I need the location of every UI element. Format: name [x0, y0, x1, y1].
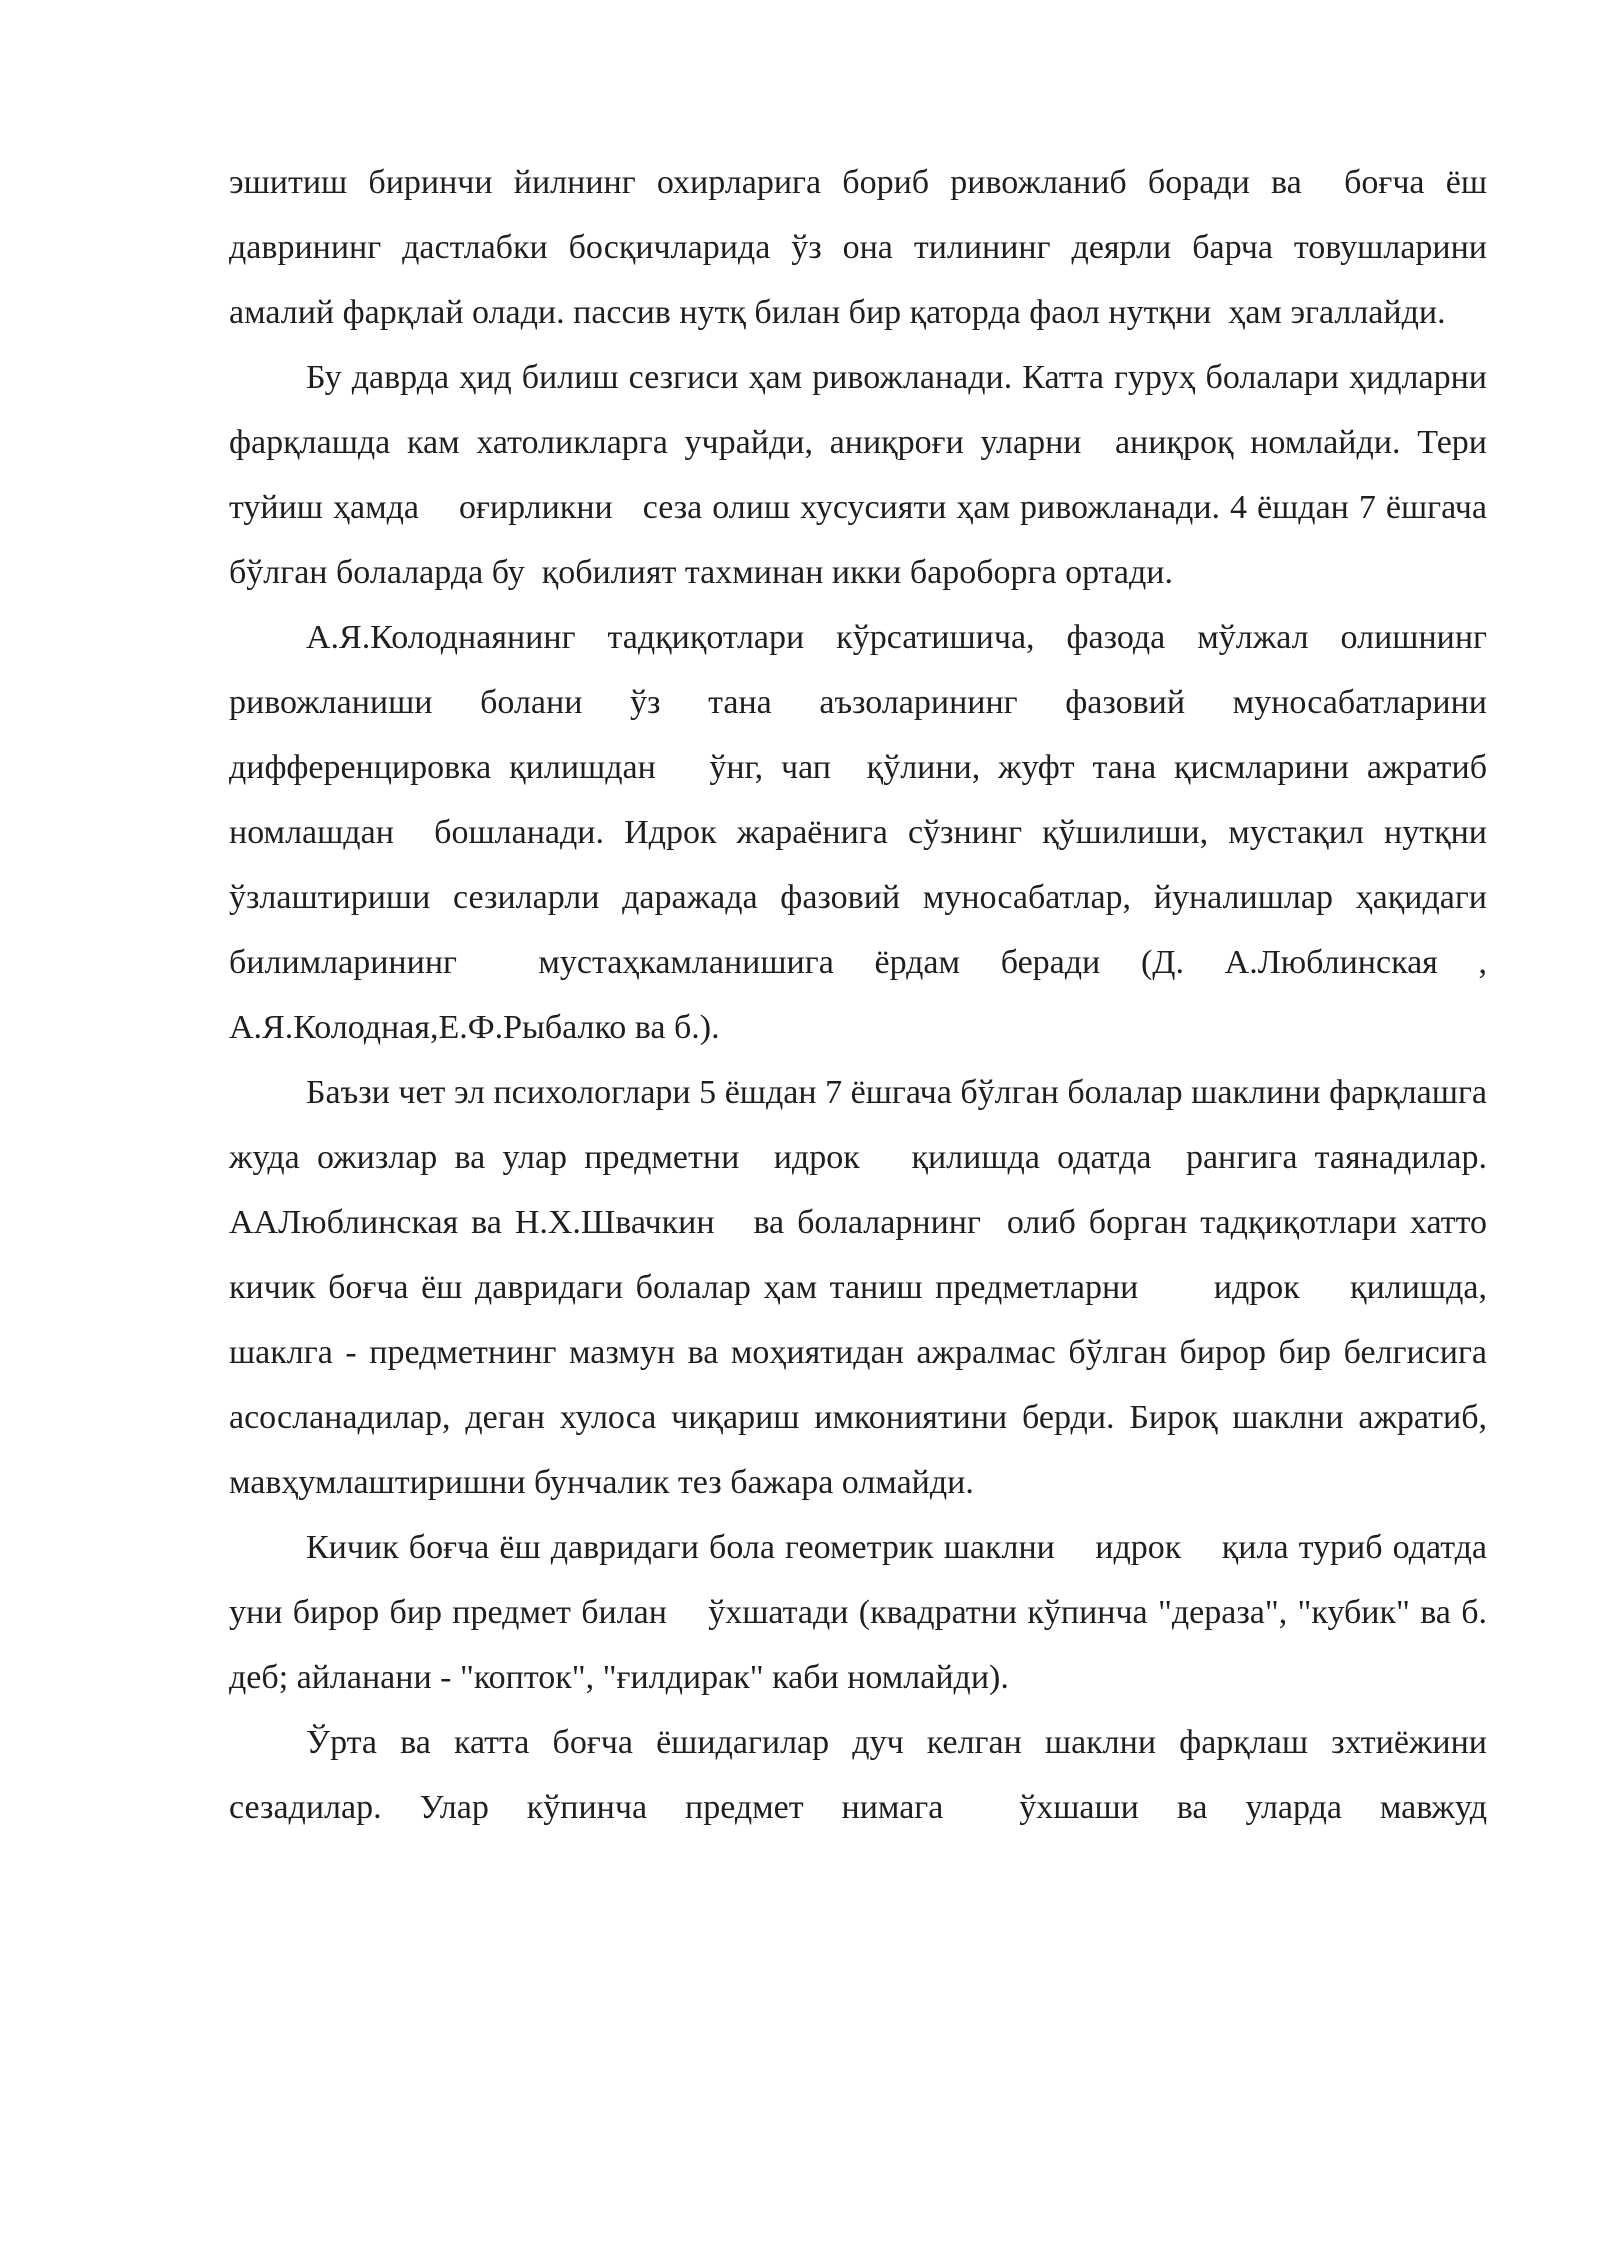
paragraph-continuation: эшитиш биринчи йилнинг охирларига бориб ривожланиб боради ва боғча ёш даврининг дастлабки босқичларида ўз она тилининг деярли барча товушларини амалий фарқлай олади. пассив нутқ билан бир қаторда фаол нутқни ҳам эгаллайди. [229, 164, 1496, 331]
paragraph-spatial-orientation: А.Я.Колоднаянинг тадқиқотлари кўрсатишича, фазода мўлжал олишнинг ривожланиши болани ўз тана аъзоларининг фазовий муносабатларини дифференцировка қилишдан ўнг, чап қўлини, жуфт тана қисмларини ажратиб номлашдан бошланади. Идрок жараёнига сўзнинг қўшилиши, мустақил нутқни ўзлаштириши сезиларли даражада фазовий муносабатлар, йуналишлар ҳақидаги билимларининг мустаҳкамланишига ёрдам беради (Д. А.Люблинская , А.Я.Колодная,Е.Ф.Рыбалко ва б.). [229, 619, 1513, 1046]
paragraph-older-children: Ўрта ва катта боғча ёшидагилар дуч келган шаклни фарқлаш зхтиёжини сезадилар. Улар кўпинча предмет нимага ўхшаши ва уларда мавжуд [229, 1724, 1496, 1826]
paragraph-shape-perception: Баъзи чет эл психологлари 5 ёшдан 7 ёшгача бўлган болалар шаклини фарқлашга жуда ожизлар ва улар предметни идрок қилишда одатда рангига таянадилар. ААЛюблинская ва Н.Х.Швачкин ва болаларнинг олиб борган тадқиқотлари хатто кичик боғча ёш давридаги болалар ҳам таниш предметларни идрок қилишда, шаклга - предметнинг мазмун ва моҳиятидан ажралмас бўлган бирор бир белгисига асосланадилар, деган хулоса чиқариш имкониятини берди. Бироқ шаклни ажратиб, мавҳумлаштиришни бунчалик тез бажара олмайди. [229, 1074, 1496, 1501]
paragraph-geometric-shapes: Кичик боғча ёш давридаги бола геометрик шаклни идрок қила туриб одатда уни бирор бир предмет билан ўхшатади (квадратни кўпинча "дераза", "кубик" ва б. деб; айланани - "копток", "ғилдирак" каби номлайди). [229, 1529, 1496, 1696]
document-body [229, 150, 1513, 1840]
paragraph-smell-sense: Бу даврда ҳид билиш сезгиси ҳам ривожланади. Катта гуруҳ болалари ҳидларни фарқлашда кам хатоликларга учрайди, аниқроғи уларни аниқроқ номлайди. Тери туйиш ҳамда оғирликни сеза олиш хусусияти ҳам ривожланади. 4 ёшдан 7 ёшгача бўлган болаларда бу қобилият тахминан икки бароборга ортади. [229, 359, 1496, 591]
